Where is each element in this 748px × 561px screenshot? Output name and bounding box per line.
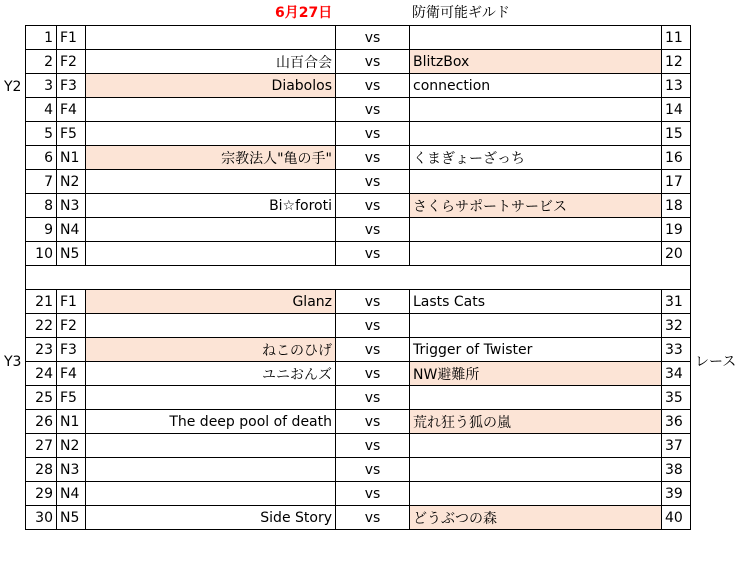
match-number: 30 — [26, 506, 57, 530]
match-row — [26, 410, 691, 434]
home-guild-cell[interactable]: Glanz — [86, 290, 336, 314]
home-guild-cell[interactable]: Bi☆foroti — [86, 194, 336, 218]
away-guild-cell[interactable]: くまぎょーざっち — [410, 146, 662, 170]
match-row — [26, 482, 691, 506]
away-guild-cell[interactable] — [410, 386, 662, 410]
opponent-number: 37 — [662, 434, 691, 458]
spacer-cell — [662, 266, 691, 290]
opponent-number: 33 — [662, 338, 691, 362]
opponent-number: 19 — [662, 218, 691, 242]
away-guild-cell[interactable] — [410, 218, 662, 242]
spacer-cell — [410, 266, 662, 290]
slot-code: N2 — [57, 434, 86, 458]
match-number: 25 — [26, 386, 57, 410]
race-label: レース — [695, 354, 737, 370]
match-row — [26, 26, 691, 50]
home-guild-cell[interactable] — [86, 458, 336, 482]
home-guild-cell[interactable]: Side Story — [86, 506, 336, 530]
opponent-number: 18 — [662, 194, 691, 218]
group-label-y3: Y3 — [4, 354, 22, 370]
vs-label: vs — [336, 74, 410, 98]
match-number: 7 — [26, 170, 57, 194]
vs-label: vs — [336, 194, 410, 218]
away-guild-cell[interactable] — [410, 26, 662, 50]
match-number: 29 — [26, 482, 57, 506]
home-guild-cell[interactable] — [86, 386, 336, 410]
vs-label: vs — [336, 170, 410, 194]
spacer-cell — [336, 266, 410, 290]
vs-label: vs — [336, 434, 410, 458]
away-guild-cell[interactable] — [410, 170, 662, 194]
slot-code: N5 — [57, 242, 86, 266]
spacer-cell — [26, 266, 57, 290]
home-guild-cell[interactable] — [86, 314, 336, 338]
slot-code: N4 — [57, 482, 86, 506]
home-guild-cell[interactable]: ユニおんズ — [86, 362, 336, 386]
away-guild-cell[interactable] — [410, 314, 662, 338]
slot-code: N4 — [57, 218, 86, 242]
slot-code: N1 — [57, 146, 86, 170]
vs-label: vs — [336, 290, 410, 314]
home-guild-cell[interactable]: ねこのひげ — [86, 338, 336, 362]
vs-label: vs — [336, 458, 410, 482]
match-row — [26, 290, 691, 314]
away-guild-cell[interactable]: 荒れ狂う狐の嵐 — [410, 410, 662, 434]
match-number: 5 — [26, 122, 57, 146]
match-number: 10 — [26, 242, 57, 266]
away-guild-cell[interactable] — [410, 242, 662, 266]
slot-code: F5 — [57, 122, 86, 146]
group-label-y2: Y2 — [4, 79, 22, 95]
match-number: 24 — [26, 362, 57, 386]
opponent-number: 11 — [662, 26, 691, 50]
match-date: 6月27日 — [275, 5, 333, 21]
match-table — [25, 25, 691, 530]
match-number: 21 — [26, 290, 57, 314]
match-row — [26, 218, 691, 242]
match-number: 27 — [26, 434, 57, 458]
slot-code: F3 — [57, 74, 86, 98]
vs-label: vs — [336, 362, 410, 386]
slot-code: F4 — [57, 98, 86, 122]
slot-code: N3 — [57, 458, 86, 482]
slot-code: F1 — [57, 26, 86, 50]
away-guild-cell[interactable] — [410, 98, 662, 122]
match-row — [26, 506, 691, 530]
match-row — [26, 98, 691, 122]
home-guild-cell[interactable] — [86, 218, 336, 242]
match-row — [26, 194, 691, 218]
match-table-body — [26, 26, 691, 530]
vs-label: vs — [336, 386, 410, 410]
home-guild-cell[interactable]: Diabolos — [86, 74, 336, 98]
opponent-number: 36 — [662, 410, 691, 434]
match-row — [26, 458, 691, 482]
slot-code: N5 — [57, 506, 86, 530]
spacer-cell — [57, 266, 86, 290]
opponent-number: 14 — [662, 98, 691, 122]
vs-label: vs — [336, 50, 410, 74]
match-row — [26, 74, 691, 98]
home-guild-cell[interactable] — [86, 434, 336, 458]
slot-code: F2 — [57, 314, 86, 338]
home-guild-cell[interactable] — [86, 482, 336, 506]
vs-label: vs — [336, 98, 410, 122]
match-number: 6 — [26, 146, 57, 170]
slot-code: N2 — [57, 170, 86, 194]
opponent-number: 34 — [662, 362, 691, 386]
vs-label: vs — [336, 506, 410, 530]
vs-label: vs — [336, 242, 410, 266]
home-guild-cell[interactable] — [86, 26, 336, 50]
opponent-number: 20 — [662, 242, 691, 266]
opponent-number: 15 — [662, 122, 691, 146]
slot-code: F1 — [57, 290, 86, 314]
away-guild-cell[interactable]: どうぶつの森 — [410, 506, 662, 530]
home-guild-cell[interactable] — [86, 98, 336, 122]
away-guild-cell[interactable]: connection — [410, 74, 662, 98]
defense-guild-header: 防衛可能ギルド — [412, 5, 510, 21]
vs-label: vs — [336, 314, 410, 338]
opponent-number: 39 — [662, 482, 691, 506]
match-number: 23 — [26, 338, 57, 362]
slot-code: F2 — [57, 50, 86, 74]
opponent-number: 38 — [662, 458, 691, 482]
opponent-number: 31 — [662, 290, 691, 314]
vs-label: vs — [336, 338, 410, 362]
opponent-number: 40 — [662, 506, 691, 530]
match-row — [26, 242, 691, 266]
home-guild-cell[interactable] — [86, 242, 336, 266]
spacer-row — [26, 266, 691, 290]
vs-label: vs — [336, 146, 410, 170]
slot-code: N3 — [57, 194, 86, 218]
match-row — [26, 362, 691, 386]
slot-code: N1 — [57, 410, 86, 434]
home-guild-cell[interactable]: 山百合会 — [86, 50, 336, 74]
away-guild-cell[interactable]: Lasts Cats — [410, 290, 662, 314]
home-guild-cell[interactable] — [86, 170, 336, 194]
away-guild-cell[interactable] — [410, 122, 662, 146]
vs-label: vs — [336, 218, 410, 242]
vs-label: vs — [336, 122, 410, 146]
away-guild-cell[interactable]: BlitzBox — [410, 50, 662, 74]
home-guild-cell[interactable] — [86, 122, 336, 146]
vs-label: vs — [336, 410, 410, 434]
match-number: 26 — [26, 410, 57, 434]
match-number: 3 — [26, 74, 57, 98]
spacer-cell — [86, 266, 336, 290]
match-number: 22 — [26, 314, 57, 338]
match-row — [26, 146, 691, 170]
home-guild-cell[interactable]: The deep pool of death — [86, 410, 336, 434]
opponent-number: 32 — [662, 314, 691, 338]
match-row — [26, 50, 691, 74]
vs-label: vs — [336, 482, 410, 506]
match-number: 1 — [26, 26, 57, 50]
vs-label: vs — [336, 26, 410, 50]
match-number: 8 — [26, 194, 57, 218]
match-row — [26, 122, 691, 146]
match-row — [26, 314, 691, 338]
match-number: 4 — [26, 98, 57, 122]
match-row — [26, 338, 691, 362]
match-number: 2 — [26, 50, 57, 74]
match-number: 28 — [26, 458, 57, 482]
away-guild-cell[interactable]: NW避難所 — [410, 362, 662, 386]
away-guild-cell[interactable]: さくらサポートサービス — [410, 194, 662, 218]
home-guild-cell[interactable]: 宗教法人"亀の手" — [86, 146, 336, 170]
opponent-number: 35 — [662, 386, 691, 410]
match-row — [26, 170, 691, 194]
slot-code: F5 — [57, 386, 86, 410]
opponent-number: 13 — [662, 74, 691, 98]
match-row — [26, 434, 691, 458]
away-guild-cell[interactable] — [410, 482, 662, 506]
slot-code: F3 — [57, 338, 86, 362]
opponent-number: 17 — [662, 170, 691, 194]
away-guild-cell[interactable]: Trigger of Twister — [410, 338, 662, 362]
away-guild-cell[interactable] — [410, 458, 662, 482]
match-number: 9 — [26, 218, 57, 242]
away-guild-cell[interactable] — [410, 434, 662, 458]
match-row — [26, 386, 691, 410]
slot-code: F4 — [57, 362, 86, 386]
opponent-number: 12 — [662, 50, 691, 74]
opponent-number: 16 — [662, 146, 691, 170]
